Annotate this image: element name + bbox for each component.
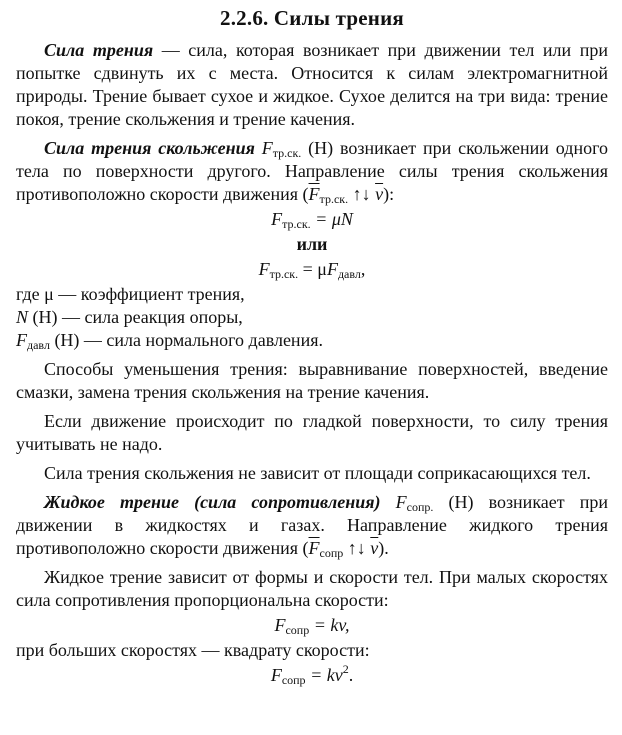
- fluid-friction-symbol: F: [395, 492, 407, 512]
- definition-mu: [16, 283, 608, 306]
- term-sliding-friction: Сила трения скольжения: [44, 138, 255, 158]
- definition-n: [16, 306, 608, 329]
- friction-definition-text: — сила, которая возникает при движении тел или при попытке сдвинуть их с места. Относится к силам электромагнитной природы. Трение бывает сухое и жидкое. Сухое делится на три вида: трение покоя, трение скольжения и трение качения.: [16, 40, 608, 129]
- sliding-friction-subscript: тр.ск.: [272, 146, 302, 160]
- paragraph-friction-definition: [16, 39, 608, 131]
- term-friction-force: Сила трения: [44, 40, 154, 60]
- fluid-vector-velocity: $\overline{v}$: [370, 538, 379, 558]
- definition-f-subscript: давл: [27, 338, 50, 352]
- paragraph-smooth-surface: Если движение происходит по гладкой поверхности, то силу трения учитывать не надо.: [16, 411, 608, 454]
- definition-n-text: (Н) — сила реакция опоры,: [28, 307, 243, 327]
- vector-f-resistance-subscript: сопр: [319, 546, 344, 560]
- formula4-end: .: [348, 665, 354, 685]
- fluid-friction-text: (Н) возникает при движении в жидкостях и газах. Направление жидкого трения противоположно скорости движения (: [16, 492, 608, 558]
- vector-f-sliding: $\overline{F}$: [308, 184, 320, 204]
- fluid-antiparallel-arrows: ↑↓: [343, 538, 371, 558]
- formula2-lhs-subscript: тр.ск.: [269, 267, 299, 281]
- antiparallel-arrows: ↑↓: [348, 184, 376, 204]
- formula-sliding-friction-2: [16, 258, 608, 281]
- formula2-end: ,: [360, 259, 366, 279]
- formula-resistance-quadratic: [16, 664, 608, 687]
- fluid-friction-subscript: сопр.: [406, 500, 434, 514]
- formula3-lhs: F: [274, 615, 286, 635]
- formula2-rhs: F: [326, 259, 338, 279]
- section-heading: 2.2.6. Силы трения: [220, 6, 404, 30]
- formula-sliding-friction-1: [16, 208, 608, 231]
- sliding-friction-symbol: F: [261, 138, 273, 158]
- vector-f-resistance: $\overline{F}$: [308, 538, 320, 558]
- formula4-exponent: 2: [342, 662, 349, 676]
- or-word: или: [296, 234, 328, 254]
- definition-f-text: (Н) — сила нормального давления.: [49, 330, 323, 350]
- formula1-lhs: F: [271, 209, 283, 229]
- term-fluid-friction: Жидкое трение (сила сопротивления): [44, 492, 381, 512]
- paragraph-fluid-friction: [16, 491, 608, 560]
- formula4-rhs: = kv: [305, 665, 343, 685]
- formula2-lhs: F: [258, 259, 270, 279]
- definition-f-symbol: F: [16, 330, 27, 350]
- formula3-lhs-subscript: сопр: [285, 623, 310, 637]
- sliding-friction-text: (Н) возникает при скольжении одного тела по поверхности другого. Направление силы трения скольжения противоположно скорости движения (: [16, 138, 609, 204]
- formula3-rhs: = kv,: [309, 615, 350, 635]
- formula2-rhs-subscript: давл: [337, 267, 361, 281]
- paragraph-sliding-friction: [16, 137, 608, 206]
- vector-f-sliding-subscript: тр.ск.: [319, 192, 349, 206]
- paragraph-fluid-dependence: Жидкое трение зависит от формы и скорости тел. При малых скоростях сила сопротивления пропорциональна скорости:: [16, 567, 608, 610]
- formula2-mu: = μ: [298, 259, 327, 279]
- definition-f-pressure: [16, 329, 608, 352]
- formula1-rhs: = μN: [310, 209, 353, 229]
- formula1-lhs-subscript: тр.ск.: [282, 217, 311, 231]
- vector-velocity: $\overline{v}$: [375, 184, 384, 204]
- definition-mu-text: где μ — коэффициент трения,: [16, 284, 245, 304]
- sliding-friction-end: ):: [383, 184, 395, 204]
- formula-resistance-linear: [16, 614, 608, 637]
- paragraph-contact-area: Сила трения скольжения не зависит от площади соприкасающихся тел.: [44, 463, 591, 483]
- paragraph-reducing-friction: Способы уменьшения трения: выравнивание поверхностей, введение смазки, замена трения скольжения на трение качения.: [16, 359, 608, 402]
- formula4-lhs-subscript: сопр: [281, 673, 306, 687]
- fluid-friction-end: ).: [378, 538, 389, 558]
- definition-n-symbol: N: [16, 307, 29, 327]
- formula4-lhs: F: [270, 665, 282, 685]
- paragraph-high-speed: при больших скоростях — квадрату скорости:: [16, 640, 370, 660]
